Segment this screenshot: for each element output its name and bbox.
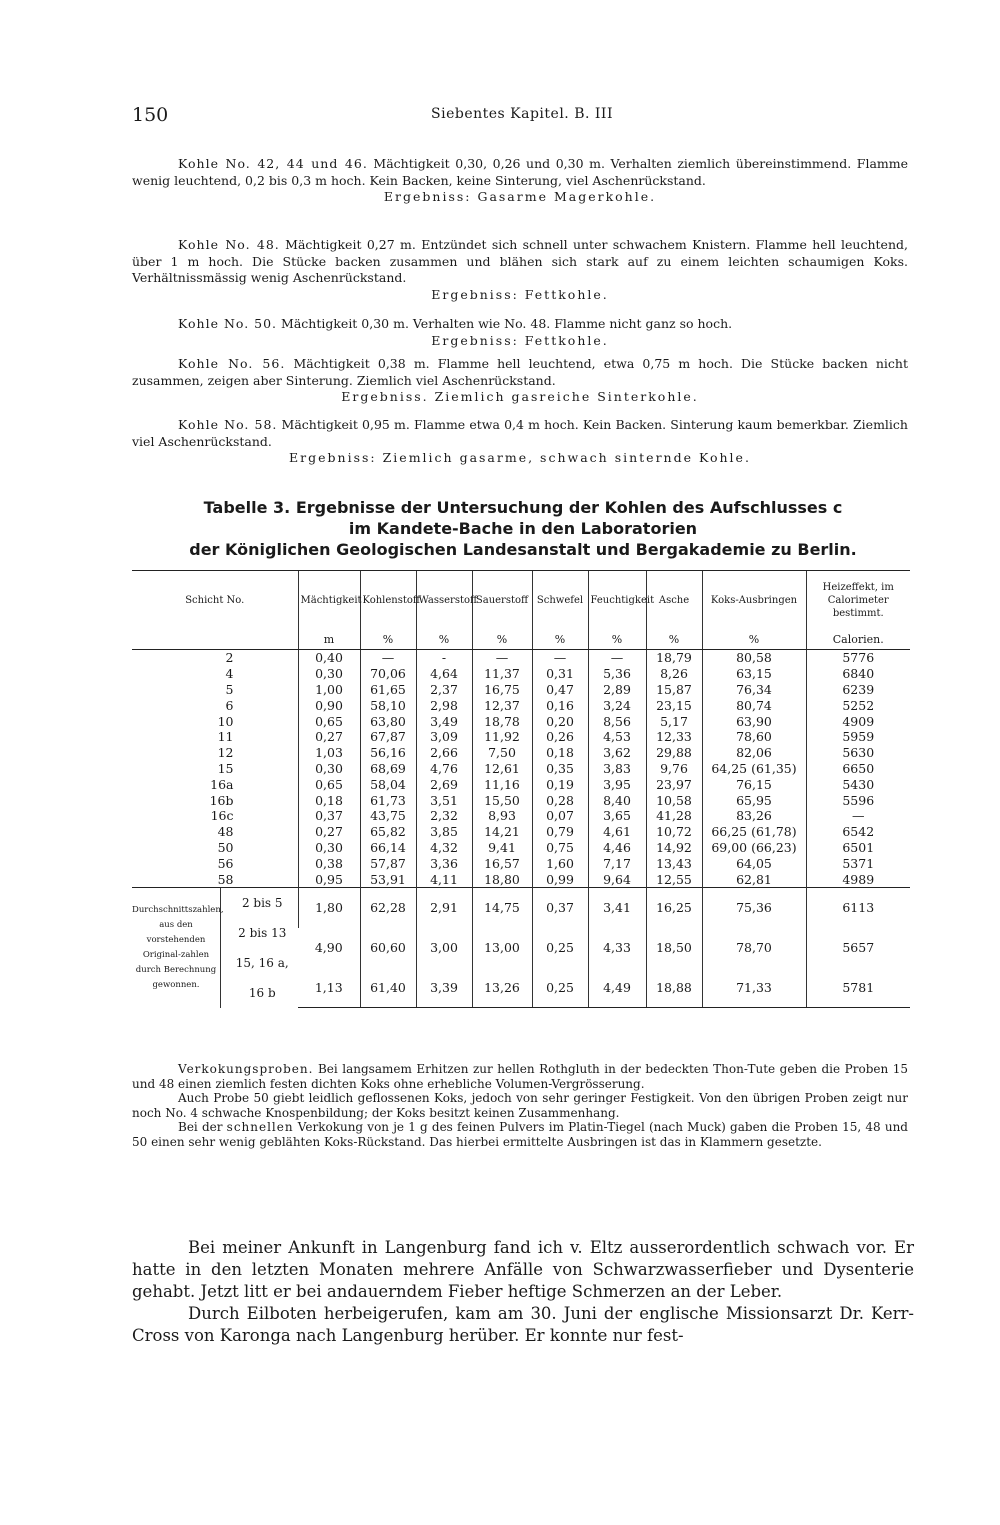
table-cell: 6650	[806, 761, 910, 777]
average-label-cell	[132, 887, 298, 1008]
table-cell: 0,65	[298, 713, 360, 729]
coking-notes	[132, 1062, 908, 1149]
table-cell: 58,10	[360, 697, 416, 713]
table-cell: 67,87	[360, 729, 416, 745]
table-cell: 7,50	[472, 745, 532, 761]
table-cell: 16,57	[472, 855, 532, 871]
table-cell: 8,26	[646, 666, 702, 682]
table-row	[132, 824, 910, 840]
layer-number-cell: 12	[217, 745, 234, 761]
column-header: Wasserstoff	[416, 571, 472, 630]
unit-label: %	[532, 629, 588, 650]
table-cell: 4909	[806, 713, 910, 729]
table-cell: 41,28	[646, 808, 702, 824]
table-cell: 0,20	[532, 713, 588, 729]
average-cell: 18,50	[646, 928, 702, 968]
table-cell: 5630	[806, 745, 910, 761]
table-cell: 9,76	[646, 761, 702, 777]
table-cell: 82,06	[702, 745, 806, 761]
table-cell: 0,19	[532, 776, 588, 792]
observation-58	[132, 417, 908, 467]
table-cell: 23,15	[646, 697, 702, 713]
table-cell: 0,65	[298, 776, 360, 792]
unit-label: %	[472, 629, 532, 650]
table-cell: 3,09	[416, 729, 472, 745]
observation-result: Ergebniss: Gasarme Magerkohle.	[383, 189, 657, 204]
table-cell: 6239	[806, 682, 910, 698]
table-cell: 0,47	[532, 682, 588, 698]
table-cell: 0,79	[532, 824, 588, 840]
observation-text: Mächtigkeit 0,38 m. Flamme hell leuchtend, etwa 0,75 m hoch. Die Stücke backen nicht zusammen, zeigen aber Sinterung. Ziemlich viel Aschenrückstand.	[132, 356, 908, 388]
average-cell: 14,75	[472, 887, 532, 927]
narrative-paragraph: Bei meiner Ankunft in Langenburg fand ich v. Eltz ausserordentlich schwach vor. Er hatte in den letzten Monaten mehrere Anfälle von Schwarzwasserfieber und Dysenterie gehabt. Jetzt litt er bei andauerndem Fieber heftige Schmerzen an der Leber.	[132, 1238, 914, 1301]
table-cell: 0,90	[298, 697, 360, 713]
observation-text: Mächtigkeit 0,95 m. Flamme etwa 0,4 m hoch. Kein Backen. Sinterung kaum bemerkbar. Ziemlich viel Aschenrückstand.	[132, 417, 908, 449]
average-cell: 5781	[806, 968, 910, 1008]
table-cell: 12,33	[646, 729, 702, 745]
average-cell: 6113	[806, 887, 910, 927]
average-cell: 4,49	[588, 968, 646, 1008]
table-cell: 64,25 (61,35)	[702, 761, 806, 777]
table-cell: 13,43	[646, 855, 702, 871]
table-cell: 15,50	[472, 792, 532, 808]
table-cell: 12,61	[472, 761, 532, 777]
table-cell: 9,64	[588, 871, 646, 887]
average-cell: 78,70	[702, 928, 806, 968]
table-cell: 4,46	[588, 840, 646, 856]
table-row	[132, 855, 910, 871]
table-cell: 9,41	[472, 840, 532, 856]
table-cell: 62,81	[702, 871, 806, 887]
table-cell: 0,18	[298, 792, 360, 808]
table-cell: 5959	[806, 729, 910, 745]
table-cell: 3,85	[416, 824, 472, 840]
table-cell: 23,97	[646, 776, 702, 792]
column-header: Heizeffekt, im Calorimeter bestimmt.	[806, 571, 910, 630]
table-cell: 6840	[806, 666, 910, 682]
observation-text: Mächtigkeit 0,27 m. Entzündet sich schnell unter schwachem Knistern. Flamme hell leuchtend, über 1 m hoch. Die Stücke backen zusammen und blähen sich stark auf zu einem leichten schaumigen Koks. Verhältnissmässig wenig Aschenrückstand.	[132, 237, 908, 285]
average-label: Durchschnittszahlen, aus den vorstehenden Original-zahlen durch Berechnung gewonnen.	[132, 904, 224, 990]
table-row	[132, 808, 910, 824]
notes-text: Bei der	[178, 1120, 223, 1134]
table-cell: 1,60	[532, 855, 588, 871]
table-cell: 3,95	[588, 776, 646, 792]
table-cell: 8,56	[588, 713, 646, 729]
average-cell: 13,00	[472, 928, 532, 968]
table-cell: 18,80	[472, 871, 532, 887]
table-cell: —	[472, 650, 532, 666]
table-cell: 0,40	[298, 650, 360, 666]
table-cell: 78,60	[702, 729, 806, 745]
observation-56	[132, 356, 908, 406]
table-cell: 3,36	[416, 855, 472, 871]
unit-label: %	[416, 629, 472, 650]
observation-42-44-46	[132, 156, 908, 206]
table-cell: 4,76	[416, 761, 472, 777]
average-cell: 60,60	[360, 928, 416, 968]
notes-text: Bei langsamem Erhitzen zur hellen Rothgluth in der bedeckten Thon-Tute geben die Proben 15 und 48 einen ziemlich festen dichten Koks ohne erhebliche Volumen-Vergrösserung.	[132, 1062, 909, 1091]
table-cell: 6542	[806, 824, 910, 840]
layer-number-cell: 4	[225, 666, 234, 682]
observation-lead: Kohle No. 56.	[178, 356, 286, 371]
table-cell: 1,00	[298, 682, 360, 698]
table-cell: 58,04	[360, 776, 416, 792]
table-cell: 11,92	[472, 729, 532, 745]
column-header: Sauerstoff	[472, 571, 532, 630]
table-cell: 1,03	[298, 745, 360, 761]
average-cell: 13,26	[472, 968, 532, 1008]
table-cell: 83,26	[702, 808, 806, 824]
average-range: 15, 16 a, 16 b	[235, 955, 289, 1000]
table-label: Tabelle 3.	[203, 498, 291, 517]
table-cell: 65,95	[702, 792, 806, 808]
table-row	[132, 697, 910, 713]
table-cell: 61,65	[360, 682, 416, 698]
table-row	[132, 729, 910, 745]
running-head: Siebentes Kapitel. B. III	[431, 106, 613, 122]
unit-label	[132, 629, 298, 650]
observation-50	[132, 316, 908, 349]
table-cell: 53,91	[360, 871, 416, 887]
table-caption	[138, 497, 908, 560]
table-row	[132, 682, 910, 698]
table-cell: 0,27	[298, 824, 360, 840]
table-cell: 70,06	[360, 666, 416, 682]
column-header: Kohlenstoff	[360, 571, 416, 630]
layer-number-cell: 15	[217, 760, 234, 776]
table-cell: 18,78	[472, 713, 532, 729]
table-cell: 0,75	[532, 840, 588, 856]
table-cell: 0,30	[298, 761, 360, 777]
table-cell: 66,14	[360, 840, 416, 856]
average-cell: 62,28	[360, 887, 416, 927]
table-row	[132, 761, 910, 777]
table-row	[132, 666, 910, 682]
coal-analysis-table	[132, 570, 910, 1008]
layer-number-cell: 50	[217, 839, 234, 855]
table-cell: 5371	[806, 855, 910, 871]
average-cell: 5657	[806, 928, 910, 968]
table-cell: 2,89	[588, 682, 646, 698]
table-cell: 2,37	[416, 682, 472, 698]
table-cell: 4989	[806, 871, 910, 887]
layer-number-cell: 56	[217, 855, 234, 871]
notes-lead: Verkokungsproben.	[178, 1062, 314, 1076]
unit-label: m	[298, 629, 360, 650]
table-cell: 0,18	[532, 745, 588, 761]
table-cell: 2,98	[416, 697, 472, 713]
average-cell: 1,80	[298, 887, 360, 927]
table-cell: 14,92	[646, 840, 702, 856]
table-cell: 0,99	[532, 871, 588, 887]
observation-48	[132, 237, 908, 303]
column-header: Schicht No.	[132, 571, 298, 630]
table-cell: 12,37	[472, 697, 532, 713]
column-header: Schwefel	[532, 571, 588, 630]
table-cell: 4,61	[588, 824, 646, 840]
average-cell: 0,37	[532, 887, 588, 927]
average-cell: 0,25	[532, 928, 588, 968]
table-cell: 5252	[806, 697, 910, 713]
table-cell: 0,95	[298, 871, 360, 887]
table-cell: 0,16	[532, 697, 588, 713]
unit-label: Calorien.	[806, 629, 910, 650]
table-row	[132, 840, 910, 856]
average-cell: 1,13	[298, 968, 360, 1008]
observation-result: Ergebniss: Ziemlich gasarme, schwach sinternde Kohle.	[289, 450, 751, 465]
table-cell: —	[532, 650, 588, 666]
table-cell: 63,90	[702, 713, 806, 729]
table-cell: 11,16	[472, 776, 532, 792]
average-range: 2 bis 5	[241, 895, 283, 910]
average-cell: 75,36	[702, 887, 806, 927]
observation-lead: Kohle No. 50.	[178, 316, 278, 331]
average-cell: 71,33	[702, 968, 806, 1008]
layer-number-cell: 5	[225, 681, 234, 697]
table-row	[132, 776, 910, 792]
table-cell: 6501	[806, 840, 910, 856]
table-cell: 3,83	[588, 761, 646, 777]
table-cell: 3,51	[416, 792, 472, 808]
table-body	[132, 650, 910, 1008]
table-cell: 0,38	[298, 855, 360, 871]
table-cell: 0,30	[298, 840, 360, 856]
page-number: 150	[132, 104, 169, 126]
table-cell: 0,07	[532, 808, 588, 824]
observation-result: Ergebniss: Fettkohle.	[431, 286, 609, 302]
table-cell: 16,75	[472, 682, 532, 698]
table-cell: 11,37	[472, 666, 532, 682]
average-cell: 0,25	[532, 968, 588, 1008]
table-cell: 66,25 (61,78)	[702, 824, 806, 840]
table-row	[132, 650, 910, 666]
table-cell: 57,87	[360, 855, 416, 871]
observation-result: Ergebniss: Fettkohle.	[431, 332, 609, 348]
table-cell: 63,15	[702, 666, 806, 682]
table-cell: 65,82	[360, 824, 416, 840]
table-cell: 0,27	[298, 729, 360, 745]
table-cell: 3,65	[588, 808, 646, 824]
table-cell: 10,58	[646, 792, 702, 808]
narrative-paragraph: Durch Eilboten herbeigerufen, kam am 30. Juni der englische Missionsarzt Dr. Kerr-Cross von Karonga nach Langenburg herüber. Er konnte nur fest-	[132, 1304, 914, 1345]
table-cell: 5596	[806, 792, 910, 808]
average-cell: 3,00	[416, 928, 472, 968]
column-header: Mächtigkeit	[298, 571, 360, 630]
average-cell: 18,88	[646, 968, 702, 1008]
observation-lead: Kohle No. 58.	[178, 417, 278, 432]
table-cell: 80,74	[702, 697, 806, 713]
narrative-text	[132, 1237, 914, 1347]
average-row	[132, 887, 910, 927]
table-cell: 4,53	[588, 729, 646, 745]
table-cell: 0,31	[532, 666, 588, 682]
table-cell: 7,17	[588, 855, 646, 871]
average-cell: 16,25	[646, 887, 702, 927]
observation-text: Mächtigkeit 0,30, 0,26 und 0,30 m. Verhalten ziemlich übereinstimmend. Flamme wenig leuchtend, 0,2 bis 0,3 m hoch. Kein Backen, keine Sinterung, viel Aschenrückstand.	[132, 156, 908, 188]
page-header	[132, 104, 912, 128]
table-cell: 64,05	[702, 855, 806, 871]
unit-label: %	[646, 629, 702, 650]
table-cell: 80,58	[702, 650, 806, 666]
table-cell: 3,62	[588, 745, 646, 761]
table-cell: 4,32	[416, 840, 472, 856]
table-cell: 2,32	[416, 808, 472, 824]
table-cell: 0,28	[532, 792, 588, 808]
table-cell: 18,79	[646, 650, 702, 666]
table-cell: 5430	[806, 776, 910, 792]
average-cell: 3,39	[416, 968, 472, 1008]
column-header: Koks-Ausbringen	[702, 571, 806, 630]
table-cell: 0,30	[298, 666, 360, 682]
layer-number-cell: 16a	[210, 776, 234, 792]
table-cell: 5776	[806, 650, 910, 666]
table-units-row	[132, 629, 910, 650]
table-caption-line: im Kandete-Bache in den Laboratorien	[348, 519, 698, 538]
table-cell: —	[588, 650, 646, 666]
table-cell: 3,49	[416, 713, 472, 729]
table-cell: 76,15	[702, 776, 806, 792]
table-cell: 0,35	[532, 761, 588, 777]
table-cell: 56,16	[360, 745, 416, 761]
table-cell: 8,93	[472, 808, 532, 824]
table-cell: 10,72	[646, 824, 702, 840]
table-cell: 4,64	[416, 666, 472, 682]
table-header-row	[132, 571, 910, 630]
unit-label: %	[702, 629, 806, 650]
table-cell: —	[806, 808, 910, 824]
notes-text: Auch Probe 50 giebt leidlich geflossenen Koks, jedoch von sehr geringer Festigkeit. Von den übrigen Proben zeigt nur noch No. 4 schwache Knospenbildung; der Koks besitzt keinen Zusammenhang.	[132, 1091, 908, 1120]
table-cell: 61,73	[360, 792, 416, 808]
table-cell: 2,66	[416, 745, 472, 761]
layer-number-cell: 58	[217, 871, 234, 887]
layer-number-cell: 2	[225, 650, 234, 666]
layer-number-cell: 16c	[210, 808, 234, 824]
table-cell: 15,87	[646, 682, 702, 698]
average-cell: 4,90	[314, 940, 343, 956]
layer-number-cell: 48	[217, 824, 234, 840]
notes-text: Verkokung von je 1 g des feinen Pulvers im Platin-Tiegel (nach Muck) gaben die Proben 15, 48 und 50 einen sehr wenig geblähten Koks-Rückstand. Das hierbei ermittelte Ausbringen ist das in Klammern gesetzte.	[132, 1120, 908, 1149]
layer-number-cell: 6	[225, 697, 234, 713]
table-cell: 76,34	[702, 682, 806, 698]
table-cell: 0,26	[532, 729, 588, 745]
table-cell: 5,17	[646, 713, 702, 729]
table-row	[132, 792, 910, 808]
table-cell: 8,40	[588, 792, 646, 808]
average-range: 2 bis 13	[238, 925, 287, 940]
observation-result: Ergebniss. Ziemlich gasreiche Sinterkohle.	[341, 389, 699, 404]
table-cell: —	[360, 650, 416, 666]
table-cell: 2,69	[416, 776, 472, 792]
observation-lead: Kohle No. 48.	[178, 237, 280, 252]
table-cell: 4,11	[416, 871, 472, 887]
table-cell: 63,80	[360, 713, 416, 729]
notes-emphasis: schnellen	[226, 1120, 294, 1134]
table-cell: 69,00 (66,23)	[702, 840, 806, 856]
observation-text: Mächtigkeit 0,30 m. Verhalten wie No. 48. Flamme nicht ganz so hoch.	[281, 316, 733, 331]
unit-label: %	[588, 629, 646, 650]
table-cell: 14,21	[472, 824, 532, 840]
column-header: Feuchtigkeit	[588, 571, 646, 630]
table-cell: 0,37	[298, 808, 360, 824]
column-header: Asche	[646, 571, 702, 630]
unit-label: %	[360, 629, 416, 650]
table-cell: 68,69	[360, 761, 416, 777]
layer-number-cell: 16b	[209, 792, 234, 808]
average-cell: 2,91	[416, 887, 472, 927]
table-row	[132, 871, 910, 887]
table-cell: 12,55	[646, 871, 702, 887]
average-cell: 3,41	[588, 887, 646, 927]
layer-number-cell: 11	[217, 729, 234, 745]
table-row	[132, 713, 910, 729]
layer-number-cell: 10	[217, 713, 234, 729]
table-cell: 3,24	[588, 697, 646, 713]
average-cell: 4,33	[588, 928, 646, 968]
table-row	[132, 745, 910, 761]
table-caption-line: der Königlichen Geologischen Landesanstalt und Bergakademie zu Berlin.	[189, 540, 857, 559]
observation-lead: Kohle No. 42, 44 und 46.	[178, 156, 368, 171]
table-caption-line: Ergebnisse der Untersuchung der Kohlen des Aufschlusses c	[295, 498, 843, 517]
table-cell: 5,36	[588, 666, 646, 682]
table-cell: -	[416, 650, 472, 666]
table-cell: 29,88	[646, 745, 702, 761]
average-cell: 61,40	[360, 968, 416, 1008]
table-cell: 43,75	[360, 808, 416, 824]
